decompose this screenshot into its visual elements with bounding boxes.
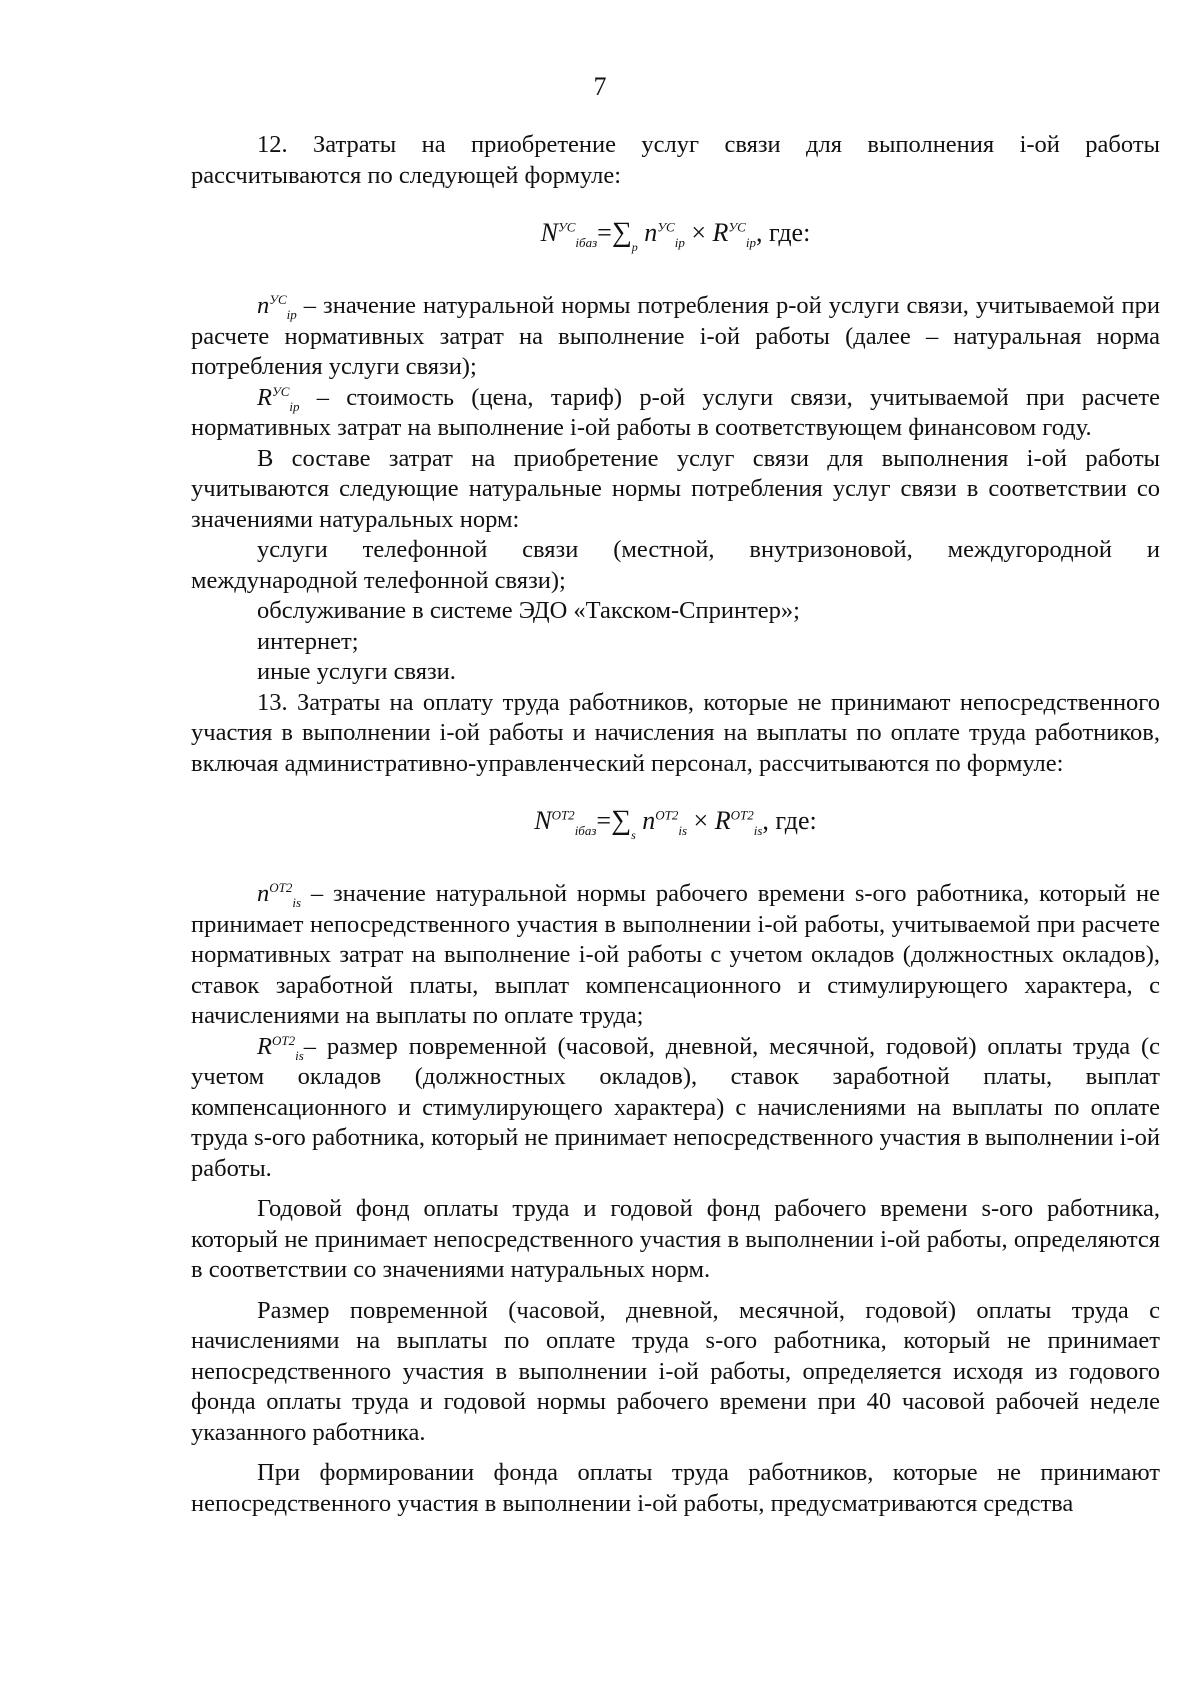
formula-n-term: $n^{УС}_{ip}$ <box>644 218 685 251</box>
section-13-pay-size: Размер повременной (часовой, дневной, месячной, годовой) оплаты труда с начислениями на выплаты по оплате труда s-ого работника, который не принимает непосредственного участия в выполнении i-ой работы, определяется исходя из годового фонда оплаты труда и годовой нормы рабочего времени при 40 часовой рабочей неделе указанного работника. <box>191 1296 1160 1446</box>
formula-r-term: $R^{УС}_{ip}$ <box>712 218 756 251</box>
section-13-fund-formation: При формировании фонда оплаты труда работников, которые не принимают непосредственного участия в выполнении i-ой работы, предусматриваются средства <box>191 1459 1160 1517</box>
definition-r-uc: $R^{УС}_{ip}$ – стоимость (цена, тариф) р-ой услуги связи, учитываемой при расчете нормативных затрат на выполнение i-ой работы в соответствующем финансовом году. <box>191 383 1160 441</box>
list-item: интернет; <box>257 627 359 655</box>
formula-communication-costs: $N^{УС}_{iбаз}=\sum_p$ $n^{УС}_{ip} \times R^{УС}_{ip}$, где: <box>540 217 811 254</box>
formula-lhs: $N^{ОТ2}_{iбаз}$ <box>534 806 597 839</box>
section-13-intro: 13. Затраты на оплату труда работников, которые не принимают непосредственного участия в выполнении i-ой работы и начисления на выплаты по оплате труда работников, включая административно-управленческий персонал, рассчитываются по формуле: <box>191 688 1160 777</box>
list-item: обслуживание в системе ЭДО «Такском-Спринтер»; <box>257 597 800 624</box>
formula-n-term: $n^{ОТ2}_{is}$ <box>642 806 688 839</box>
sum-symbol: ∑ <box>611 805 632 836</box>
formula-labor-costs: $N^{ОТ2}_{iбаз}=\sum_s$ $n^{ОТ2}_{is} \times R^{ОТ2}_{is}$, где: <box>534 805 817 842</box>
definition-n-uc: $n^{УС}_{ip}$ – значение натуральной нормы потребления р-ой услуги связи, учитываемой при расчете нормативных затрат на выполнение i-ой работы (далее – натуральная норма потребления услуги связи); <box>191 291 1160 380</box>
definition-r-ot2: $R^{ОТ2}_{is}-$ размер повременной (часовой, дневной, месячной, годовой) оплаты труда (с учетом окладов (должностных окладов), ставок заработной платы, выплат компенсационного и стимулирующего характера) с начислениями на выплаты по оплате труда s-ого работника, который не принимает непосредственного участия в выполнении i-ой работы. <box>191 1032 1160 1182</box>
list-item: иные услуги связи. <box>257 658 456 685</box>
section-12-norms-intro: В составе затрат на приобретение услуг связи для выполнения i-ой работы учитываются следующие натуральные нормы потребления услуг связи в соответствии со значениями натуральных норм: <box>191 444 1160 533</box>
formula-lhs: $N^{УС}_{iбаз}$ <box>540 218 598 251</box>
list-item: услуги телефонной связи (местной, внутризоновой, междугородной и международной телефонной связи); <box>191 536 1160 594</box>
section-12-intro: 12. Затраты на приобретение услуг связи для выполнения i-ой работы рассчитываются по следующей формуле: <box>191 131 1160 189</box>
formula-r-term: $R^{ОТ2}_{is}$ <box>714 806 763 839</box>
definition-n-ot2: $n^{ОТ2}_{is}$ – значение натуральной нормы рабочего времени s-ого работника, который не принимает непосредственного участия в выполнении i-ой работы, учитываемой при расчете нормативных затрат на выполнение i-ой работы с учетом окладов (должностных окладов), ставок заработной платы, выплат компенсационного и стимулирующего характера, с начислениями на выплаты по оплате труда; <box>191 879 1160 1029</box>
page-number: 7 <box>593 72 607 101</box>
section-13-annual-fund: Годовой фонд оплаты труда и годовой фонд рабочего времени s-ого работника, который не принимает непосредственного участия в выполнении i-ой работы, определяются в соответствии со значениями натуральных норм. <box>191 1195 1160 1283</box>
document-body <box>191 130 1160 1519</box>
sum-symbol: ∑ <box>611 217 632 248</box>
